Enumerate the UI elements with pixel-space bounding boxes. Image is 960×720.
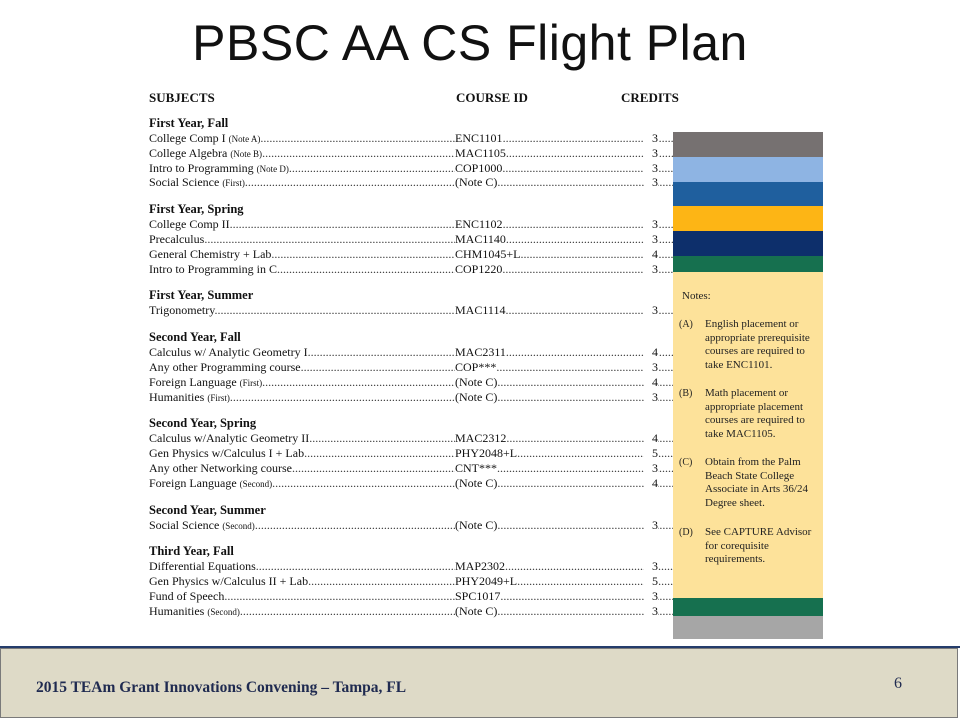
course-credits: 4 [644, 247, 658, 262]
course-subject [149, 345, 455, 360]
course-row [149, 375, 669, 390]
course-id-text: (Note C) [455, 475, 498, 490]
course-subject [149, 518, 455, 534]
course-credits: 3 [644, 589, 658, 604]
subject-name: Social Science [149, 517, 220, 532]
course-id-text: ENC1101 [455, 131, 503, 145]
notes-heading: Notes: [682, 290, 711, 302]
course-row [149, 518, 669, 533]
course-credits: 4 [644, 345, 658, 360]
course-row [149, 390, 669, 405]
subject-name: Gen Physics w/Calculus II + Lab [149, 574, 309, 589]
course-credits: 4 [644, 476, 658, 491]
course-id-text: MAC1105 [455, 145, 506, 160]
subject-name: Differential Equations [149, 559, 256, 574]
course-id-text: PHY2048+L [455, 446, 518, 461]
color-bar [673, 157, 823, 182]
course-credits: 3 [644, 217, 658, 232]
notes-panel [673, 272, 823, 598]
course-subject [149, 431, 455, 446]
color-bar-bottom [673, 616, 823, 639]
course-id-text: CNT*** [455, 460, 497, 475]
course-credits: 5 [644, 446, 658, 461]
course-credits: 3 [644, 461, 658, 476]
course-row [149, 146, 669, 161]
course-id-text: ENC1102 [455, 217, 503, 232]
course-subject [149, 446, 455, 461]
slide-title: PBSC AA CS Flight Plan [192, 15, 748, 71]
course-credits: 4 [644, 375, 658, 390]
flight-plan-table [149, 116, 669, 619]
course-id-text: COP1220 [455, 261, 503, 276]
course-credits: 3 [644, 559, 658, 574]
course-row [149, 217, 669, 232]
note-text: English placement or appropriate prerequisite courses are required to take ENC1101. [705, 318, 810, 371]
subject-name: Any other Programming course [149, 359, 301, 374]
color-bar-bottom [673, 598, 823, 616]
course-credits: 5 [644, 574, 658, 589]
course-subject [149, 303, 455, 318]
course-subject [149, 175, 455, 191]
course-row [149, 574, 669, 589]
subject-name: Precalculus [149, 231, 205, 246]
section-title: First Year, Summer [149, 288, 254, 303]
course-row [149, 360, 669, 375]
subject-name: College Algebra [149, 145, 228, 160]
course-id-text: MAC2312 [455, 431, 507, 446]
course-id-text: PHY2049+L [455, 574, 518, 589]
section-title: Second Year, Spring [149, 416, 257, 431]
course-id-text: (Note C) [455, 374, 498, 389]
note-text: Math placement or appropriate placement courses are required to take MAC1105. [705, 387, 805, 440]
course-id-text: SPC1017 [455, 588, 501, 603]
note-label: (B) [679, 388, 693, 399]
course-row [149, 303, 669, 318]
subject-note: (Second) [207, 606, 240, 617]
color-bar [673, 206, 823, 231]
subject-name: Gen Physics w/Calculus I + Lab [149, 446, 305, 461]
section-title: First Year, Fall [149, 116, 229, 130]
subject-note: (Note D) [256, 163, 289, 174]
page-number: 6 [894, 675, 902, 692]
subject-note: (First) [239, 377, 263, 388]
color-bar [673, 231, 823, 256]
section-title: Second Year, Summer [149, 502, 266, 517]
note-text: Obtain from the Palm Beach State College Associate in Arts 36/24 Degree sheet. [705, 456, 808, 509]
section-title: Second Year, Fall [149, 330, 241, 345]
course-credits: 3 [644, 262, 658, 277]
subject-name: Calculus w/Analytic Geometry II [149, 431, 310, 446]
course-subject [149, 390, 455, 406]
course-subject [149, 262, 455, 277]
header-course-id: COURSE ID [456, 90, 528, 105]
course-id-text: (Note C) [455, 389, 498, 404]
subject-name: College Comp I [149, 131, 226, 145]
course-row [149, 431, 669, 446]
course-credits: 3 [644, 604, 658, 619]
course-id-text: (Note C) [455, 603, 498, 618]
course-subject [149, 604, 455, 620]
course-id-text: COP1000 [455, 160, 503, 175]
subject-note: (First) [222, 178, 245, 189]
note-label: (C) [679, 457, 693, 468]
note-label: (A) [679, 319, 693, 330]
course-id-text: MAC1114 [455, 303, 506, 318]
course-id-text: CHM1045+L [455, 246, 521, 261]
course-row [149, 131, 669, 146]
course-id-text: MAP2302 [455, 559, 506, 574]
subject-name: Humanities [149, 389, 205, 404]
course-row [149, 604, 669, 619]
course-row [149, 446, 669, 461]
course-subject [149, 217, 455, 232]
course-subject [149, 375, 455, 391]
subject-name: Fund of Speech [149, 588, 225, 603]
subject-name: Intro to Programming in C [149, 261, 277, 276]
color-bar [673, 132, 823, 157]
header-credits: CREDITS [621, 90, 679, 105]
subject-name: College Comp II [149, 217, 230, 232]
subject-name: Foreign Language [149, 374, 237, 389]
course-credits: 3 [644, 175, 658, 190]
footer-text: 2015 TEAm Grant Innovations Convening – Tampa, FL [36, 679, 407, 696]
course-row [149, 232, 669, 247]
course-credits: 3 [644, 390, 658, 405]
course-row [149, 247, 669, 262]
course-subject [149, 247, 455, 262]
note-label: (D) [679, 527, 693, 538]
section-title: First Year, Spring [149, 202, 244, 217]
course-credits: 3 [644, 131, 658, 146]
subject-name: Calculus w/ Analytic Geometry I [149, 345, 308, 360]
course-subject [149, 232, 455, 247]
subject-note: (Second) [239, 478, 273, 489]
course-row [149, 476, 669, 491]
course-row [149, 262, 669, 277]
course-credits: 3 [644, 303, 658, 318]
course-credits: 3 [644, 161, 658, 176]
section-title: Third Year, Fall [149, 544, 234, 559]
course-row [149, 589, 669, 604]
course-subject [149, 476, 455, 492]
course-credits: 3 [644, 232, 658, 247]
subject-name: Trigonometry [149, 303, 215, 318]
subject-name: Social Science [149, 175, 220, 190]
note-text: See CAPTURE Advisor for corequisite requirements. [705, 526, 812, 566]
subject-name: General Chemistry + Lab [149, 246, 272, 261]
course-subject [149, 559, 455, 574]
course-subject [149, 461, 455, 476]
course-id-text: COP*** [455, 359, 497, 374]
course-credits: 3 [644, 360, 658, 375]
header-subjects: SUBJECTS [149, 90, 215, 105]
course-subject [149, 360, 455, 375]
subject-note: (Note B) [230, 148, 263, 159]
course-credits: 3 [644, 518, 658, 533]
course-row [149, 175, 669, 190]
subject-note: (Note A) [228, 134, 261, 144]
subject-note: (First) [207, 392, 230, 403]
color-bar [673, 182, 823, 207]
course-row [149, 461, 669, 476]
subject-name: Any other Networking course [149, 460, 292, 475]
subject-name: Humanities [149, 603, 205, 618]
course-subject [149, 146, 455, 162]
course-subject [149, 589, 455, 604]
course-subject [149, 131, 455, 147]
course-row [149, 161, 669, 176]
course-id-text: (Note C) [455, 175, 498, 190]
course-subject [149, 574, 455, 589]
course-id-text: MAC2311 [455, 345, 506, 360]
subject-note: (Second) [222, 520, 255, 531]
course-row [149, 559, 669, 574]
subject-name: Foreign Language [149, 475, 237, 490]
course-id-text: MAC1140 [455, 231, 506, 246]
slide-footer [0, 648, 958, 718]
course-id-text: (Note C) [455, 517, 498, 532]
subject-name: Intro to Programming [149, 160, 254, 175]
course-credits: 4 [644, 431, 658, 446]
course-subject [149, 161, 455, 177]
course-row [149, 345, 669, 360]
course-credits: 3 [644, 146, 658, 161]
